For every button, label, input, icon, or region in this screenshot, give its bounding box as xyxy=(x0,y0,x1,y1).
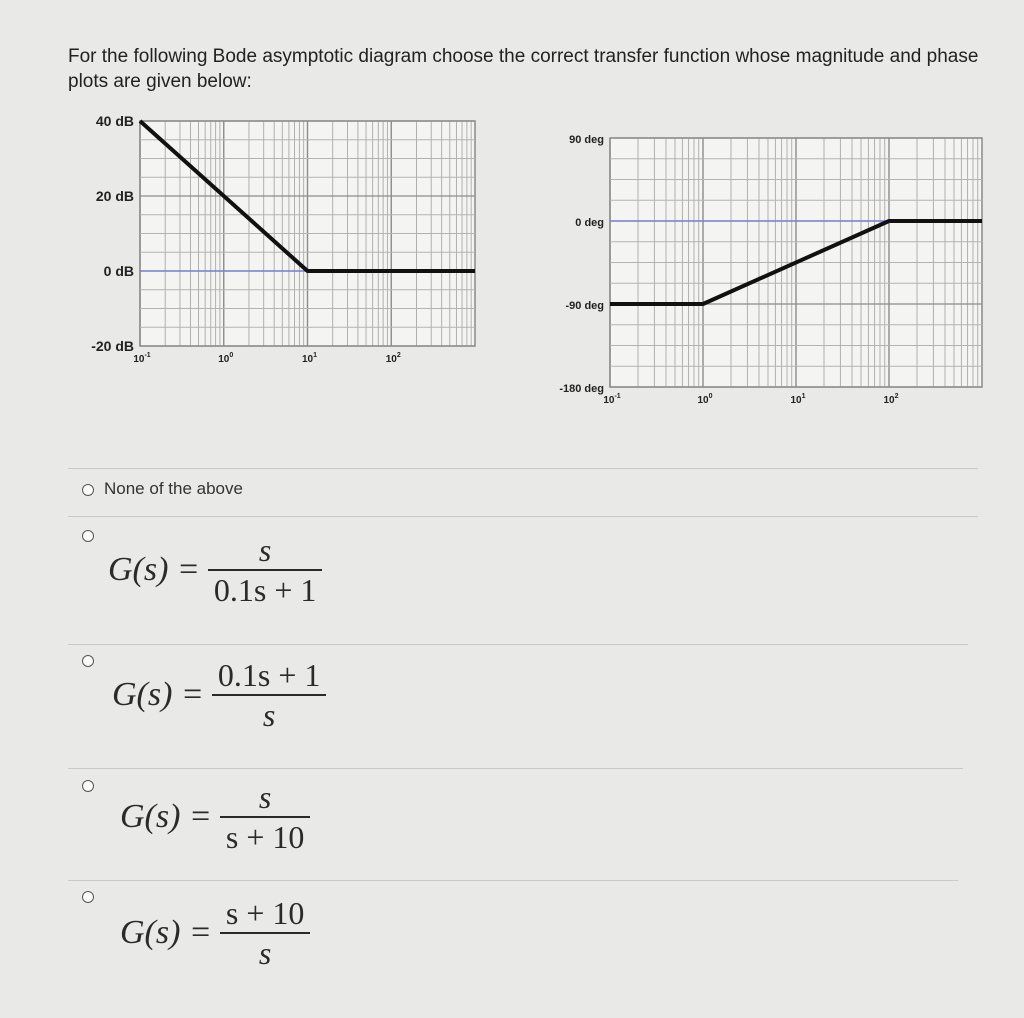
numerator: s + 10 xyxy=(225,895,305,931)
y-tick-label: -90 deg xyxy=(565,300,604,312)
fraction xyxy=(220,778,311,856)
y-tick-label: 40 dB xyxy=(95,115,134,129)
x-tick-label: $10^2$ xyxy=(883,393,899,406)
x-tick-label: $10^1$ xyxy=(790,393,806,406)
numerator: s xyxy=(258,532,272,568)
formula-lhs: G(s) = xyxy=(112,676,204,713)
x-tick-label: $10^{-1}$ xyxy=(133,352,151,365)
x-tick-label: $10^2$ xyxy=(385,352,401,365)
numerator: s xyxy=(258,779,272,815)
y-tick-label: 90 deg xyxy=(569,134,604,146)
fraction xyxy=(212,656,327,734)
formula-lhs: G(s) = xyxy=(108,551,200,588)
denominator: 0.1s + 1 xyxy=(213,572,317,608)
radio-button[interactable] xyxy=(82,655,94,667)
y-tick-label: 20 dB xyxy=(95,188,134,204)
phase-plot xyxy=(535,125,990,415)
divider xyxy=(68,880,958,881)
y-tick-label: -20 dB xyxy=(91,338,134,354)
divider xyxy=(68,468,978,469)
numerator: 0.1s + 1 xyxy=(217,657,321,693)
radio-button[interactable] xyxy=(82,891,94,903)
formula-lhs: G(s) = xyxy=(120,798,212,835)
y-tick-label: 0 deg xyxy=(575,217,604,229)
y-tick-label: -180 deg xyxy=(559,383,604,395)
radio-button[interactable] xyxy=(82,530,94,542)
denominator: s xyxy=(262,697,276,733)
question-text: For the following Bode asymptotic diagram choose the correct transfer function whose magnitude and phase plots are given below: xyxy=(68,46,979,92)
y-tick-label: 0 dB xyxy=(103,263,134,279)
divider xyxy=(68,768,963,769)
denominator: s + 10 xyxy=(225,819,305,855)
transfer-function-2 xyxy=(112,656,326,734)
x-tick-label: $10^0$ xyxy=(697,393,713,406)
magnitude-plot xyxy=(60,115,490,385)
transfer-function-4 xyxy=(120,894,310,972)
x-tick-label: $10^{-1}$ xyxy=(603,393,621,406)
transfer-function-3 xyxy=(120,778,310,856)
divider xyxy=(68,644,968,645)
x-tick-label: $10^0$ xyxy=(218,352,234,365)
formula-lhs: G(s) = xyxy=(120,914,212,951)
transfer-function-1 xyxy=(108,531,322,609)
divider xyxy=(68,516,978,517)
option-label: None of the above xyxy=(104,479,243,498)
fraction xyxy=(220,894,311,972)
x-tick-label: $10^1$ xyxy=(301,352,318,365)
radio-button[interactable] xyxy=(82,484,94,496)
denominator: s xyxy=(258,935,272,971)
fraction xyxy=(208,531,323,609)
radio-button[interactable] xyxy=(82,780,94,792)
